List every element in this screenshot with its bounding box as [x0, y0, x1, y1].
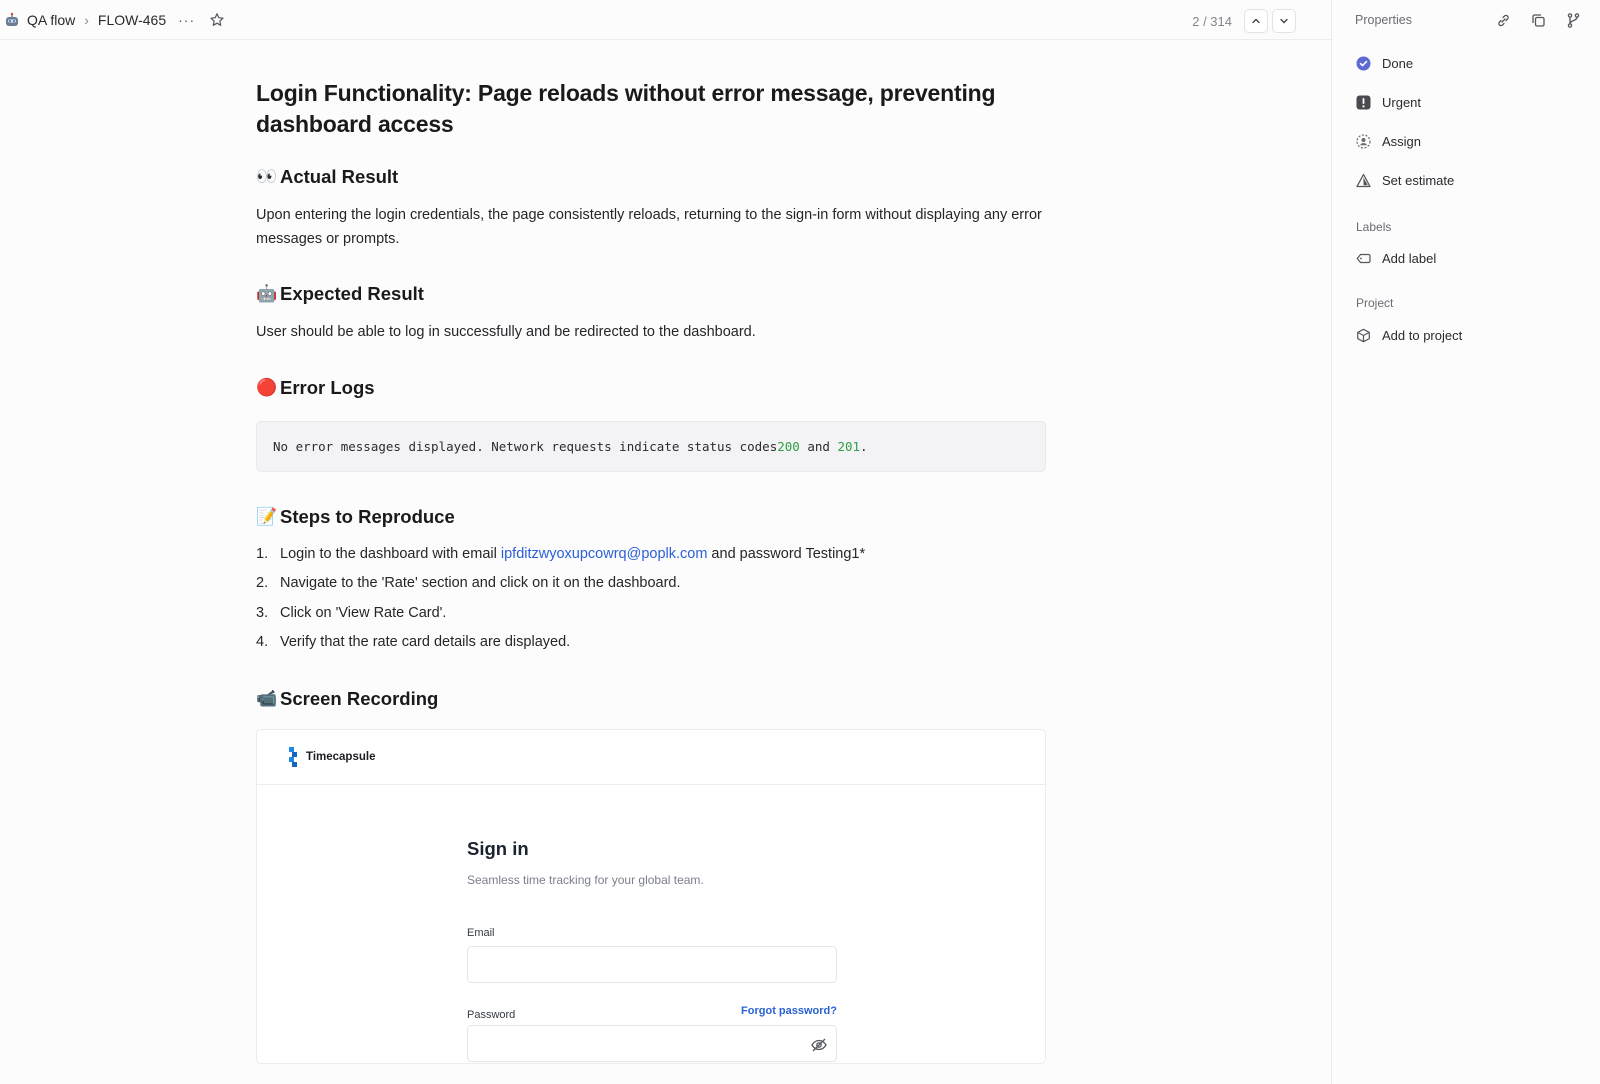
robot-icon — [4, 12, 20, 28]
estimate-property[interactable] — [1332, 161, 1600, 200]
list-item — [256, 628, 1046, 658]
error-logs-heading — [256, 377, 1046, 399]
code-text-and: and — [799, 438, 838, 454]
priority-label: Urgent — [1382, 95, 1422, 110]
step-number: 3. — [256, 604, 269, 621]
add-to-project-button[interactable] — [1332, 318, 1600, 352]
assign-user-icon — [1356, 134, 1371, 149]
actual-result-heading — [256, 166, 1046, 188]
labels-heading: Labels — [1356, 220, 1392, 234]
signin-form — [467, 838, 837, 1062]
heading-text: Error Logs — [280, 376, 375, 398]
forgot-password-link[interactable]: Forgot password? — [741, 1004, 837, 1017]
properties-title: Properties — [1355, 13, 1412, 27]
status-done-icon — [1356, 56, 1371, 71]
status-code-200: 200 — [777, 438, 800, 454]
issue-pager — [1192, 9, 1296, 33]
copy-icon[interactable] — [1530, 12, 1547, 29]
tag-icon — [1356, 251, 1371, 266]
step-text: Login to the dashboard with email — [280, 545, 501, 562]
signin-title: Sign in — [467, 837, 529, 859]
video-camera-icon: 📹 — [256, 688, 278, 708]
password-label: Password — [467, 1008, 516, 1021]
heading-text: Screen Recording — [280, 687, 439, 709]
code-text-end: . — [860, 438, 868, 454]
heading-text: Actual Result — [280, 166, 399, 187]
expected-result-text: User should be able to log in successfully and be redirected to the dashboard. — [256, 324, 756, 340]
issue-title[interactable]: Login Functionality: Page reloads without error message, preventing dashboard access — [256, 80, 996, 137]
email-link[interactable]: ipfditzwyoxupcowrq@poplk.com — [500, 545, 708, 562]
list-item — [256, 569, 1046, 599]
project-heading: Project — [1356, 296, 1394, 310]
estimate-label: Set estimate — [1382, 173, 1455, 188]
step-text: Verify that the rate card details are displayed. — [280, 634, 571, 650]
priority-property[interactable] — [1332, 83, 1600, 122]
list-item — [256, 599, 1046, 629]
steps-heading — [256, 506, 1046, 528]
assignee-label: Assign — [1382, 134, 1422, 149]
breadcrumb — [0, 12, 225, 28]
step-text: Click on 'View Rate Card'. — [280, 604, 447, 621]
eyes-icon: 👀 — [256, 167, 278, 186]
chevron-down-icon — [1278, 15, 1290, 27]
assignee-property[interactable] — [1332, 122, 1600, 161]
step-number: 1. — [256, 545, 269, 562]
password-label-row — [467, 1004, 837, 1021]
actual-result-text: Upon entering the login credentials, the page consistently reloads, returning to the sign-in form without displaying any error messages or prompts. — [256, 207, 1042, 247]
link-icon[interactable] — [1495, 12, 1512, 29]
pager-position: 2 / 314 — [1192, 13, 1232, 29]
git-branch-icon[interactable] — [1565, 12, 1582, 29]
heading-text: Expected Result — [280, 283, 424, 304]
password-field[interactable] — [467, 1025, 837, 1062]
app-name: Timecapsule — [306, 750, 376, 763]
screen-recording-video[interactable] — [256, 729, 1046, 1064]
add-label-text: Add label — [1382, 250, 1437, 266]
heading-text: Steps to Reproduce — [280, 505, 455, 527]
star-icon[interactable] — [209, 12, 225, 28]
eye-off-icon[interactable] — [810, 1036, 828, 1054]
step-number: 4. — [256, 634, 269, 650]
recording-app-header — [257, 730, 1045, 785]
add-to-project-text: Add to project — [1382, 327, 1463, 343]
expected-result-heading — [256, 283, 1046, 305]
screen-recording-heading — [256, 688, 1046, 710]
step-text: and password Testing1* — [707, 545, 866, 562]
email-field[interactable] — [467, 946, 837, 983]
memo-icon: 📝 — [256, 506, 278, 526]
more-options-icon[interactable]: ··· — [178, 11, 196, 28]
status-label: Done — [1382, 56, 1414, 71]
sidebar-toolbar — [1495, 12, 1582, 29]
email-label: Email — [467, 926, 495, 939]
chevron-up-icon — [1250, 15, 1262, 27]
step-text: Navigate to the 'Rate' section and click on it on the dashboard. — [280, 575, 681, 591]
status-code-201: 201 — [837, 438, 861, 454]
chevron-right-icon: › — [84, 11, 89, 28]
status-property[interactable] — [1332, 44, 1600, 83]
cube-icon — [1356, 328, 1371, 343]
signin-subtitle: Seamless time tracking for your global team. — [467, 872, 704, 887]
add-label-button[interactable] — [1332, 242, 1600, 274]
properties-sidebar — [1331, 0, 1600, 1084]
list-item — [256, 540, 1046, 570]
sidebar-header — [1332, 0, 1600, 40]
breadcrumb-issue-id[interactable]: FLOW-465 — [97, 11, 167, 28]
next-issue-button[interactable] — [1272, 9, 1296, 33]
timecapsule-logo-icon — [287, 747, 299, 767]
code-text: No error messages displayed. Network requests indicate status codes — [273, 438, 778, 454]
issue-content — [256, 40, 1046, 1064]
robot-icon: 🤖 — [256, 284, 278, 303]
urgent-priority-icon — [1356, 95, 1371, 110]
error-log-code-block — [256, 421, 1046, 472]
red-circle-icon: 🔴 — [256, 377, 278, 397]
breadcrumb-team[interactable]: QA flow — [27, 11, 76, 28]
estimate-icon — [1356, 173, 1371, 188]
previous-issue-button[interactable] — [1244, 9, 1268, 33]
step-number: 2. — [256, 575, 269, 591]
issue-header-bar — [0, 0, 1331, 40]
steps-list — [256, 540, 1046, 658]
